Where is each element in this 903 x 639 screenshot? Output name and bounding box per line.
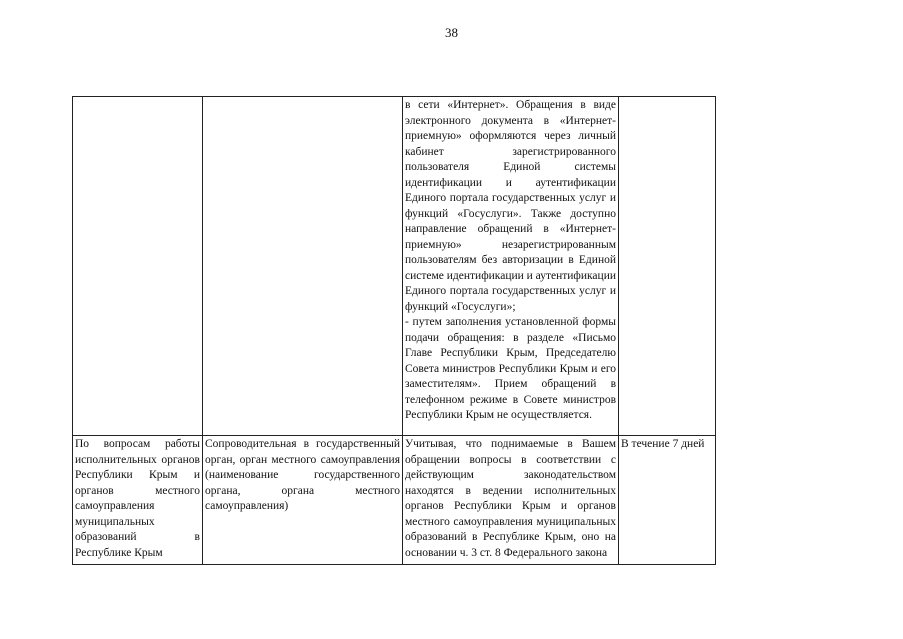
response-paragraph: - путем заполнения установленной формы подачи обращения: в разделе «Письмо Главе Республики Крым, Председателю Совета министров Республики Крым и его заместителям». Прием обращений в телефонном режиме в Совете министров Республики Крым не осуществляется.: [405, 316, 616, 421]
page-number: 38: [445, 25, 458, 40]
cell-topic: По вопросам работы исполнительных органов Республики Крым и органов местного самоуправления муниципальных образований в Республике Крым: [73, 436, 203, 565]
document-table: [72, 96, 716, 565]
cell-document-type: Сопроводительная в государственный орган, орган местного самоуправления (наименование государственного органа, органа местного самоуправления): [203, 436, 403, 565]
response-paragraph: в сети «Интернет». Обращения в виде электронного документа в «Интернет-приемную» оформляются через личный кабинет зарегистрированного пользователя Единой системы идентификации и аутентификации Единого портала государственных услуг и функций «Госуслуги». Также доступно направление обращений в «Интернет-приемную» незарегистрированным пользователям без авторизации в Единой системе идентификации и аутентификации Единого портала государственных услуг и функций «Госуслуги»;: [405, 99, 617, 313]
cell-response-text: Учитывая, что поднимаемые в Вашем обращении вопросы в соответствии с действующим законодательством находятся в ведении исполнительных органов Республики Крым и органов местного самоуправления муниципальных образований в Республике Крым, оно на основании ч. 3 ст. 8 Федерального закона: [403, 436, 619, 565]
table-row: [73, 436, 716, 565]
cell-document-type: [203, 97, 403, 436]
cell-response-text: [403, 97, 619, 436]
cell-topic: [73, 97, 203, 436]
cell-deadline: [619, 97, 716, 436]
cell-deadline: В течение 7 дней: [619, 436, 716, 565]
table-row-continuation: [73, 97, 716, 436]
